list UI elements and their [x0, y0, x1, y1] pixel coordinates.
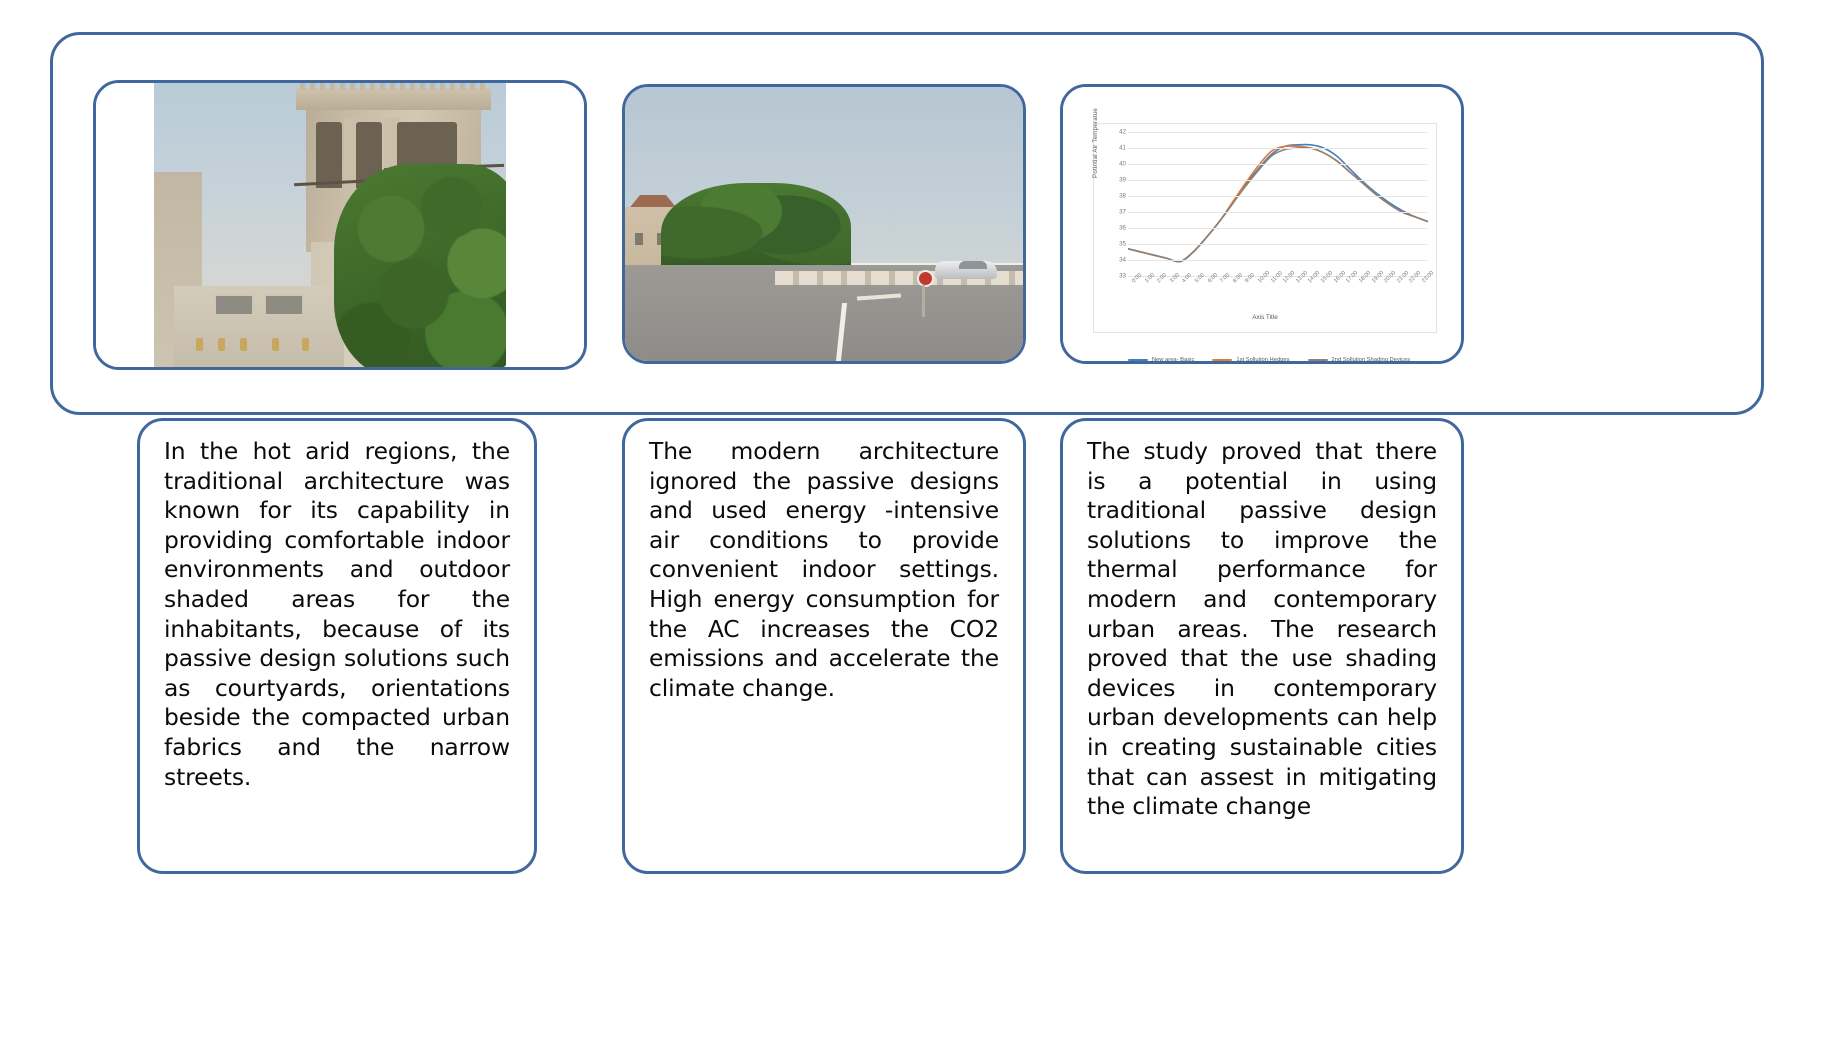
chart-x-axis-title: Axis Title	[1252, 314, 1278, 321]
chart-x-tick-label: 6:00	[1206, 272, 1219, 285]
chart-x-tick-label: 21:00	[1395, 270, 1410, 285]
photo-traditional-architecture	[96, 83, 584, 367]
chart-gridline	[1128, 260, 1428, 261]
tower-cap	[296, 88, 491, 110]
chart-x-tick-label: 17:00	[1345, 270, 1360, 285]
chart-y-tick-label: 40	[1119, 160, 1126, 168]
chart-x-tick-label: 7:00	[1219, 272, 1232, 285]
chart-legend	[1087, 353, 1451, 364]
chart-legend-label: New area- Basic	[1151, 357, 1195, 363]
chart-x-tick-label: 23:00	[1420, 270, 1436, 285]
chart-x-tick-label: 14:00	[1307, 270, 1322, 285]
chart-y-tick-label: 38	[1119, 192, 1126, 200]
chart-x-tick-label: 22:00	[1408, 270, 1423, 285]
tower-crenellation	[300, 83, 488, 90]
chart-y-axis-title: Potintial Air Temperatue	[1092, 107, 1099, 178]
chart-x-tick-label: 10:00	[1257, 270, 1272, 285]
sign-post	[922, 285, 925, 317]
wall-lamp	[272, 338, 279, 351]
chart-y-tick-label: 37	[1119, 208, 1126, 216]
no-entry-sign-icon	[917, 270, 934, 287]
wall-lamp	[240, 338, 247, 351]
chart-gridline	[1128, 196, 1428, 197]
wall-lamp	[302, 338, 309, 351]
facade-window	[264, 294, 304, 316]
chart-legend-label: 2nd Sollution Shading Devices	[1331, 357, 1411, 363]
photo-card-chart[interactable]	[1060, 84, 1464, 364]
chart-y-tick-label: 42	[1119, 128, 1126, 136]
text-card-modern[interactable]	[622, 418, 1026, 874]
chart-x-tick-label: 19:00	[1370, 270, 1385, 285]
chart-y-axis-ticks	[1108, 128, 1126, 280]
chart-x-tick-label: 0:00	[1131, 272, 1143, 285]
facade-window	[214, 294, 254, 316]
chart-series-area	[1128, 132, 1428, 276]
text-card-traditional[interactable]	[137, 418, 537, 874]
chart-x-tick-label: 16:00	[1332, 270, 1347, 285]
chart-x-tick-label: 1:00	[1143, 272, 1156, 285]
chart-gridline	[1128, 132, 1428, 133]
chart-plot-area	[1092, 107, 1437, 333]
chart-x-tick-label: 15:00	[1320, 270, 1335, 285]
chart-x-tick-label: 8:00	[1231, 272, 1244, 285]
chart-x-tick-label: 20:00	[1383, 270, 1398, 285]
photo-letterbox-right	[506, 83, 584, 367]
chart-legend-item[interactable]	[1308, 357, 1411, 363]
chart-x-tick-label: 2:00	[1156, 272, 1169, 285]
photo-traditional-image	[154, 83, 510, 367]
chart-y-tick-label: 33	[1119, 272, 1126, 280]
chart-gridline	[1128, 164, 1428, 165]
chart-gridline	[1128, 228, 1428, 229]
courtyard-wall	[174, 286, 344, 367]
wall-lamp	[218, 338, 225, 351]
chart-gridline	[1128, 212, 1428, 213]
chart-x-tick-label: 9:00	[1244, 272, 1257, 285]
chart-legend-swatch	[1308, 359, 1328, 361]
text-card-2-body: The modern architecture ignored the passive designs and used energy -intensive air conditions to provide convenient indoor settings. High energy consumption for the AC increases the CO2 emissions and accelerate the climate change.	[649, 437, 999, 702]
car-window	[959, 261, 987, 269]
photo-modern-street	[625, 87, 1023, 361]
chart-x-tick-label: 18:00	[1357, 270, 1373, 285]
photo-letterbox-left	[96, 83, 154, 367]
chart-x-axis-ticks	[1128, 270, 1436, 314]
temperature-line-chart[interactable]	[1063, 87, 1461, 361]
chart-gridline	[1128, 148, 1428, 149]
villa-window	[635, 233, 643, 245]
text-card-3-body: The study proved that there is a potential in using traditional passive design solutions to improve the thermal performance for modern and contemporary urban areas. The research proved that the use shading devices in contemporary urban developments can help in creating sustainable cities that can assest in mitigating the climate change	[1087, 437, 1437, 821]
chart-legend-item[interactable]	[1128, 357, 1195, 363]
chart-legend-label: 1st Sollution Hedges	[1236, 357, 1290, 363]
photo-card-traditional[interactable]	[93, 80, 587, 370]
chart-gridline	[1128, 244, 1428, 245]
chart-gridline	[1128, 180, 1428, 181]
chart-gridlines	[1128, 132, 1428, 276]
tower-opening	[316, 122, 342, 188]
chart-y-tick-label: 35	[1119, 240, 1126, 248]
chart-x-tick-label: 4:00	[1181, 272, 1194, 285]
chart-x-tick-label: 11:00	[1269, 270, 1284, 285]
tree-foliage	[334, 164, 510, 367]
wall-lamp	[196, 338, 203, 351]
chart-x-tick-label: 5:00	[1194, 272, 1206, 285]
chart-y-tick-label: 34	[1119, 256, 1126, 264]
chart-x-tick-label: 12:00	[1282, 270, 1297, 285]
chart-y-tick-label: 41	[1119, 144, 1126, 152]
text-card-conclusion[interactable]	[1060, 418, 1464, 874]
chart-legend-swatch	[1128, 359, 1148, 361]
chart-legend-swatch	[1212, 359, 1232, 361]
chart-x-tick-label: 13:00	[1294, 270, 1310, 285]
chart-y-tick-label: 36	[1119, 224, 1126, 232]
chart-x-tick-label: 3:00	[1168, 272, 1181, 285]
text-card-1-body: In the hot arid regions, the traditional architecture was known for its capability in providing comfortable indoor environments and outdoor shaded areas for the inhabitants, because of its passive design solutions such as courtyards, orientations beside the compacted urban fabrics and the narrow streets.	[164, 437, 510, 791]
chart-legend-item[interactable]	[1212, 357, 1289, 363]
chart-y-tick-label: 39	[1119, 176, 1126, 184]
photo-card-modern-street[interactable]	[622, 84, 1026, 364]
